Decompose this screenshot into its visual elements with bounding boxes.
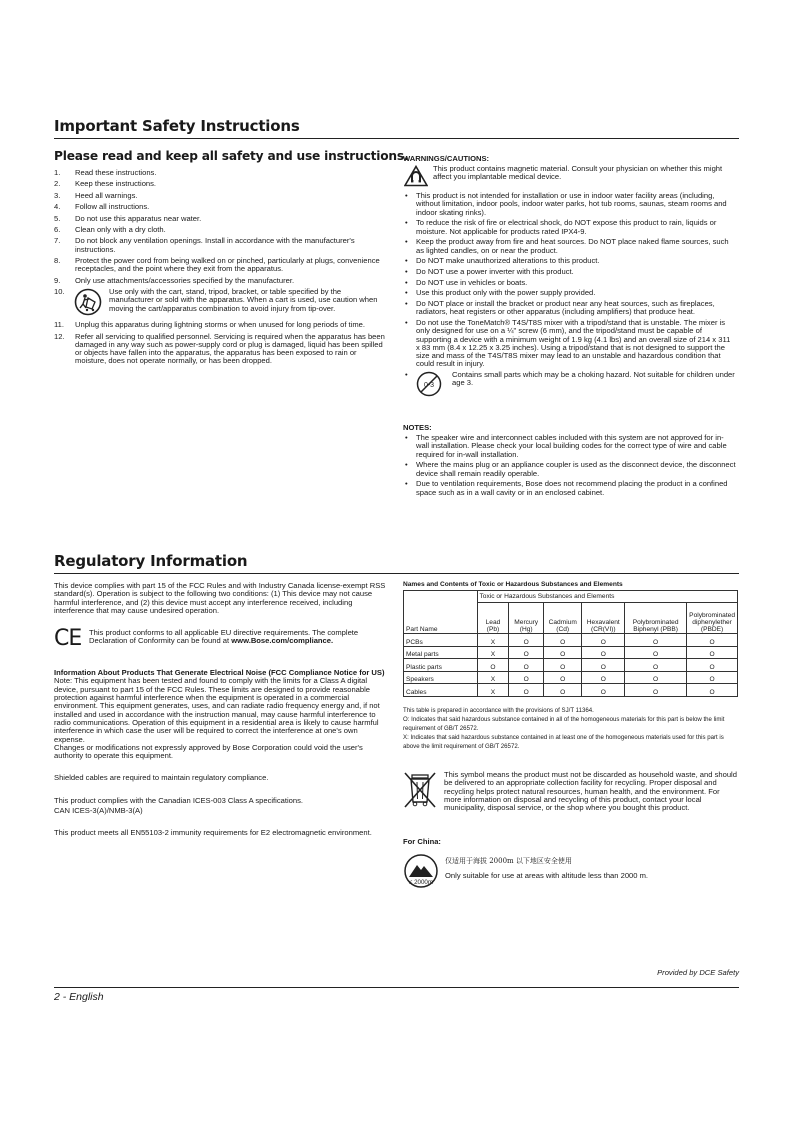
cart-tipover-icon: [74, 288, 102, 318]
note-item: • Where the mains plug or an appliance coupler is used as the disconnect device, the disconnect device shall remain readily operable.: [403, 461, 736, 478]
toxic-table: [403, 590, 738, 697]
column-header: Polybrominated diphenylether (PBDE): [687, 603, 738, 634]
part-name-header: Part Name: [404, 591, 478, 634]
notes-heading: NOTES:: [403, 423, 432, 432]
ce-url: www.Bose.com/compliance.: [231, 636, 334, 646]
warning-item: • Do NOT use a power inverter with this product.: [403, 268, 736, 276]
canada-text: This product complies with the Canadian ICES-003 Class A specifications.: [54, 795, 304, 805]
instruction-item: 8. Protect the power cord from being walked on or pinched, particularly at plugs, convenience receptacles, and the point where they exit from the apparatus.: [54, 256, 380, 274]
warning-item-small-parts: • 0-3 Contains small parts which may be a choking hazard. Not suitable for children under age 3.: [403, 371, 736, 396]
toxic-group-header: Toxic or Hazardous Substances and Elements: [477, 591, 737, 603]
en-text: This product meets all EN55103-2 immunity requirements for E2 electromagnetic environment.: [54, 828, 372, 838]
regulatory-left-column: [54, 582, 388, 844]
magnet-warning-icon: [404, 165, 428, 192]
toxic-table-caption: Names and Contents of Toxic or Hazardous Substances and Elements: [403, 581, 623, 588]
ce-mark-icon: CE: [54, 626, 82, 652]
changes-text: Changes or modifications not expressly approved by Bose Corporation could void the user's authority to operate this equipment.: [54, 742, 363, 761]
table-note: O: Indicates that said hazardous substance contained in all of the homogeneous materials for this part is below the limit requirement of GB/T 26572.: [403, 716, 725, 732]
safety-title: Important Safety Instructions: [54, 117, 300, 135]
warning-item: • This product is not intended for installation or use in indoor water facility areas (including, without limitation, indoor pools, indoor water parks, hot tub rooms, saunas, steam rooms and indoor skating rinks).: [403, 192, 736, 217]
china-english-text: Only suitable for use at areas with altitude less than 2000 m.: [445, 871, 649, 880]
toxic-table-group-row: [404, 591, 738, 603]
instructions-heading: Please read and keep all safety and use instructions.: [54, 149, 409, 163]
instruction-item: 11. Unplug this apparatus during lightning storms or when unused for long periods of time.: [54, 320, 365, 330]
magnet-text: This product contains magnetic material. Consult your physician on whether this might affect you implantable medical device.: [433, 164, 723, 182]
instructions-list-wrap: [54, 169, 386, 369]
instruction-item: 3. Heed all warnings.: [54, 190, 138, 200]
instruction-item: 12. Refer all servicing to qualified personnel. Servicing is required when the apparatus has been damaged in any way such as power-supply cord or plug is damaged, liquid has been spilled or objects have fallen into the apparatus, the apparatus has been exposed to rain or moisture, does not operate normally, or has been dropped.: [54, 331, 385, 366]
table-row: Plastic parts O O O O O O: [404, 659, 738, 672]
safety-title-rule: [54, 138, 739, 139]
warnings-heading: WARNINGS/CAUTIONS:: [403, 154, 490, 163]
regulatory-title: Regulatory Information: [54, 552, 248, 570]
table-row: Cables X O O O O O: [404, 684, 738, 697]
toxic-table-notes: [403, 706, 738, 751]
warning-item: • Do NOT place or install the bracket or product near any heat sources, such as fireplaces, radiators, heat registers or other apparatus (including amplifiers) that produce heat.: [403, 300, 736, 317]
small-parts-icon-label: • 0-3: [423, 382, 435, 390]
table-note: X: Indicates that said hazardous substance contained in at least one of the homogeneous materials used for this part is above the limit requirement of GB/T 26572.: [403, 734, 724, 750]
warning-item: • Do NOT use in vehicles or boats.: [403, 279, 736, 287]
instruction-item: 5. Do not use this apparatus near water.: [54, 213, 202, 223]
noise-note: Note: This equipment has been tested and found to comply with the limits for a Class A digital device, pursuant to part 15 of the FCC Rules. These limits are designed to provide reasonable protection against harmful interference when the equipment is operated in a commercial environment. This equipment generates, uses, and can radiate radio frequency energy and, if not installed and used in accordance with the instruction manual, may cause harmful interference to radio communications. Operation of this equipment in a residential area is likely to cause harmful interference in which case the user will be required to correct the interference at one's own expense.: [54, 676, 380, 744]
instruction-item-cart: 10. Use only with the cart, stand, tripod, bracket, or table specified by the manufacturer or sold with the apparatus. When a cart is used, use caution when moving the cart/apparatus combination to avoid injury from tip-over.: [54, 288, 386, 318]
noise-heading: Information About Products That Generate Electrical Noise (FCC Compliance Notice for US): [54, 668, 385, 678]
altitude-icon: [403, 853, 439, 894]
table-row: PCBs X O O O O O: [404, 634, 738, 647]
warnings-list-wrap: [403, 192, 736, 399]
column-header: Cadmium (Cd): [543, 603, 582, 634]
shielded-text: Shielded cables are required to maintain regulatory compliance.: [54, 773, 269, 783]
warnings-list: [403, 192, 736, 396]
column-header: Polybrominated Biphenyl (PBB): [625, 603, 687, 634]
footer-rule: [54, 987, 739, 988]
note-item: • The speaker wire and interconnect cables included with this system are not approved for in-wall installation. Please check your local building codes for the correct type of wire and cable required for in-wall installation.: [403, 434, 736, 459]
table-row: Metal parts X O O O O O: [404, 646, 738, 659]
instruction-item: 9. Only use attachments/accessories specified by the manufacturer.: [54, 275, 295, 285]
column-header: Hexavalent (CR(VI)): [582, 603, 625, 634]
table-row: Speakers X O O O O O: [404, 671, 738, 684]
warning-item: • Do not use the ToneMatch® T4S/T8S mixer with a tripod/stand that is unstable. The mixer is only designed for use on a ¼" screw (6 mm), and the tripod/stand must be capable of supporting a device with a minimum weight of 1.9 kg (4.1 lbs) and an overall size of 214 x 311 x 83 mm (8.4 x 12.25 x 3.25 inches). Using a tripod/stand that is not designed to support the size and mass of the T4S/T8S mixer may lead to an unstable and hazardous condition that could result in injury.: [403, 319, 736, 369]
disposal-text: This symbol means the product must not be discarded as household waste, and should be delivered to an appropriate collection facility for recycling. Proper disposal and recycling helps protect natural resources, human health, and the environment. For more information on disposal and recycling of this product, contact your local municipality, disposal service, or the shop where you bought this product.: [444, 770, 737, 813]
column-header: Mercury (Hg): [509, 603, 544, 634]
china-heading: For China:: [403, 837, 441, 846]
canada-code: CAN ICES-3(A)/NMB-3(A): [54, 806, 143, 816]
instructions-list: [54, 169, 386, 366]
notes-list-wrap: [403, 434, 736, 499]
instruction-item: 6. Clean only with a dry cloth.: [54, 224, 166, 234]
warning-item: • Keep the product away from fire and heat sources. Do NOT place naked flame sources, such as lighted candles, on or near the product.: [403, 238, 736, 255]
weee-bin-icon: [403, 770, 437, 815]
regulatory-title-rule: [54, 573, 739, 574]
page-label: 2 - English: [54, 991, 104, 1003]
instruction-item: 7. Do not block any ventilation openings. Install in accordance with the manufacturer's instructions.: [54, 236, 355, 254]
warning-item: • Use this product only with the power supply provided.: [403, 289, 736, 297]
altitude-icon-label: ≤ 2000m: [408, 879, 434, 886]
footer-credit: Provided by DCE Safety: [657, 968, 739, 977]
china-chinese-text: 仅适用于海拔 2000m 以下地区安全使用: [445, 857, 572, 865]
instruction-item: 1. Read these instructions.: [54, 168, 157, 177]
notes-list: [403, 434, 736, 497]
instruction-item: 4. Follow all instructions.: [54, 202, 150, 212]
note-item: • Due to ventilation requirements, Bose does not recommend placing the product in a confined space such as in a wall cavity or in an enclosed cabinet.: [403, 480, 736, 497]
instruction-item: 2. Keep these instructions.: [54, 179, 157, 189]
ce-text: This product conforms to all applicable EU directive requirements. The complete Declaration of Conformity can be found at: [89, 628, 359, 646]
small-parts-icon: [416, 371, 442, 399]
warning-item: • To reduce the risk of fire or electrical shock, do NOT expose this product to rain, liquids or moisture. Not applicable for products rated IPX4-9.: [403, 219, 736, 236]
fcc-intro: This device complies with part 15 of the FCC Rules and with Industry Canada license-exempt RSS standard(s). Operation is subject to the following two conditions: (1) This device may not cause harmful interference, and (2) this device must accept any interference received, including interference that may cause undesired operation.: [54, 581, 386, 615]
ce-block: [54, 626, 388, 657]
table-note: This table is prepared in accordance with the provisions of SJ/T 11364.: [403, 707, 594, 714]
column-header: Lead (Pb): [477, 603, 509, 634]
warning-item: • Do NOT make unauthorized alterations to this product.: [403, 257, 736, 265]
